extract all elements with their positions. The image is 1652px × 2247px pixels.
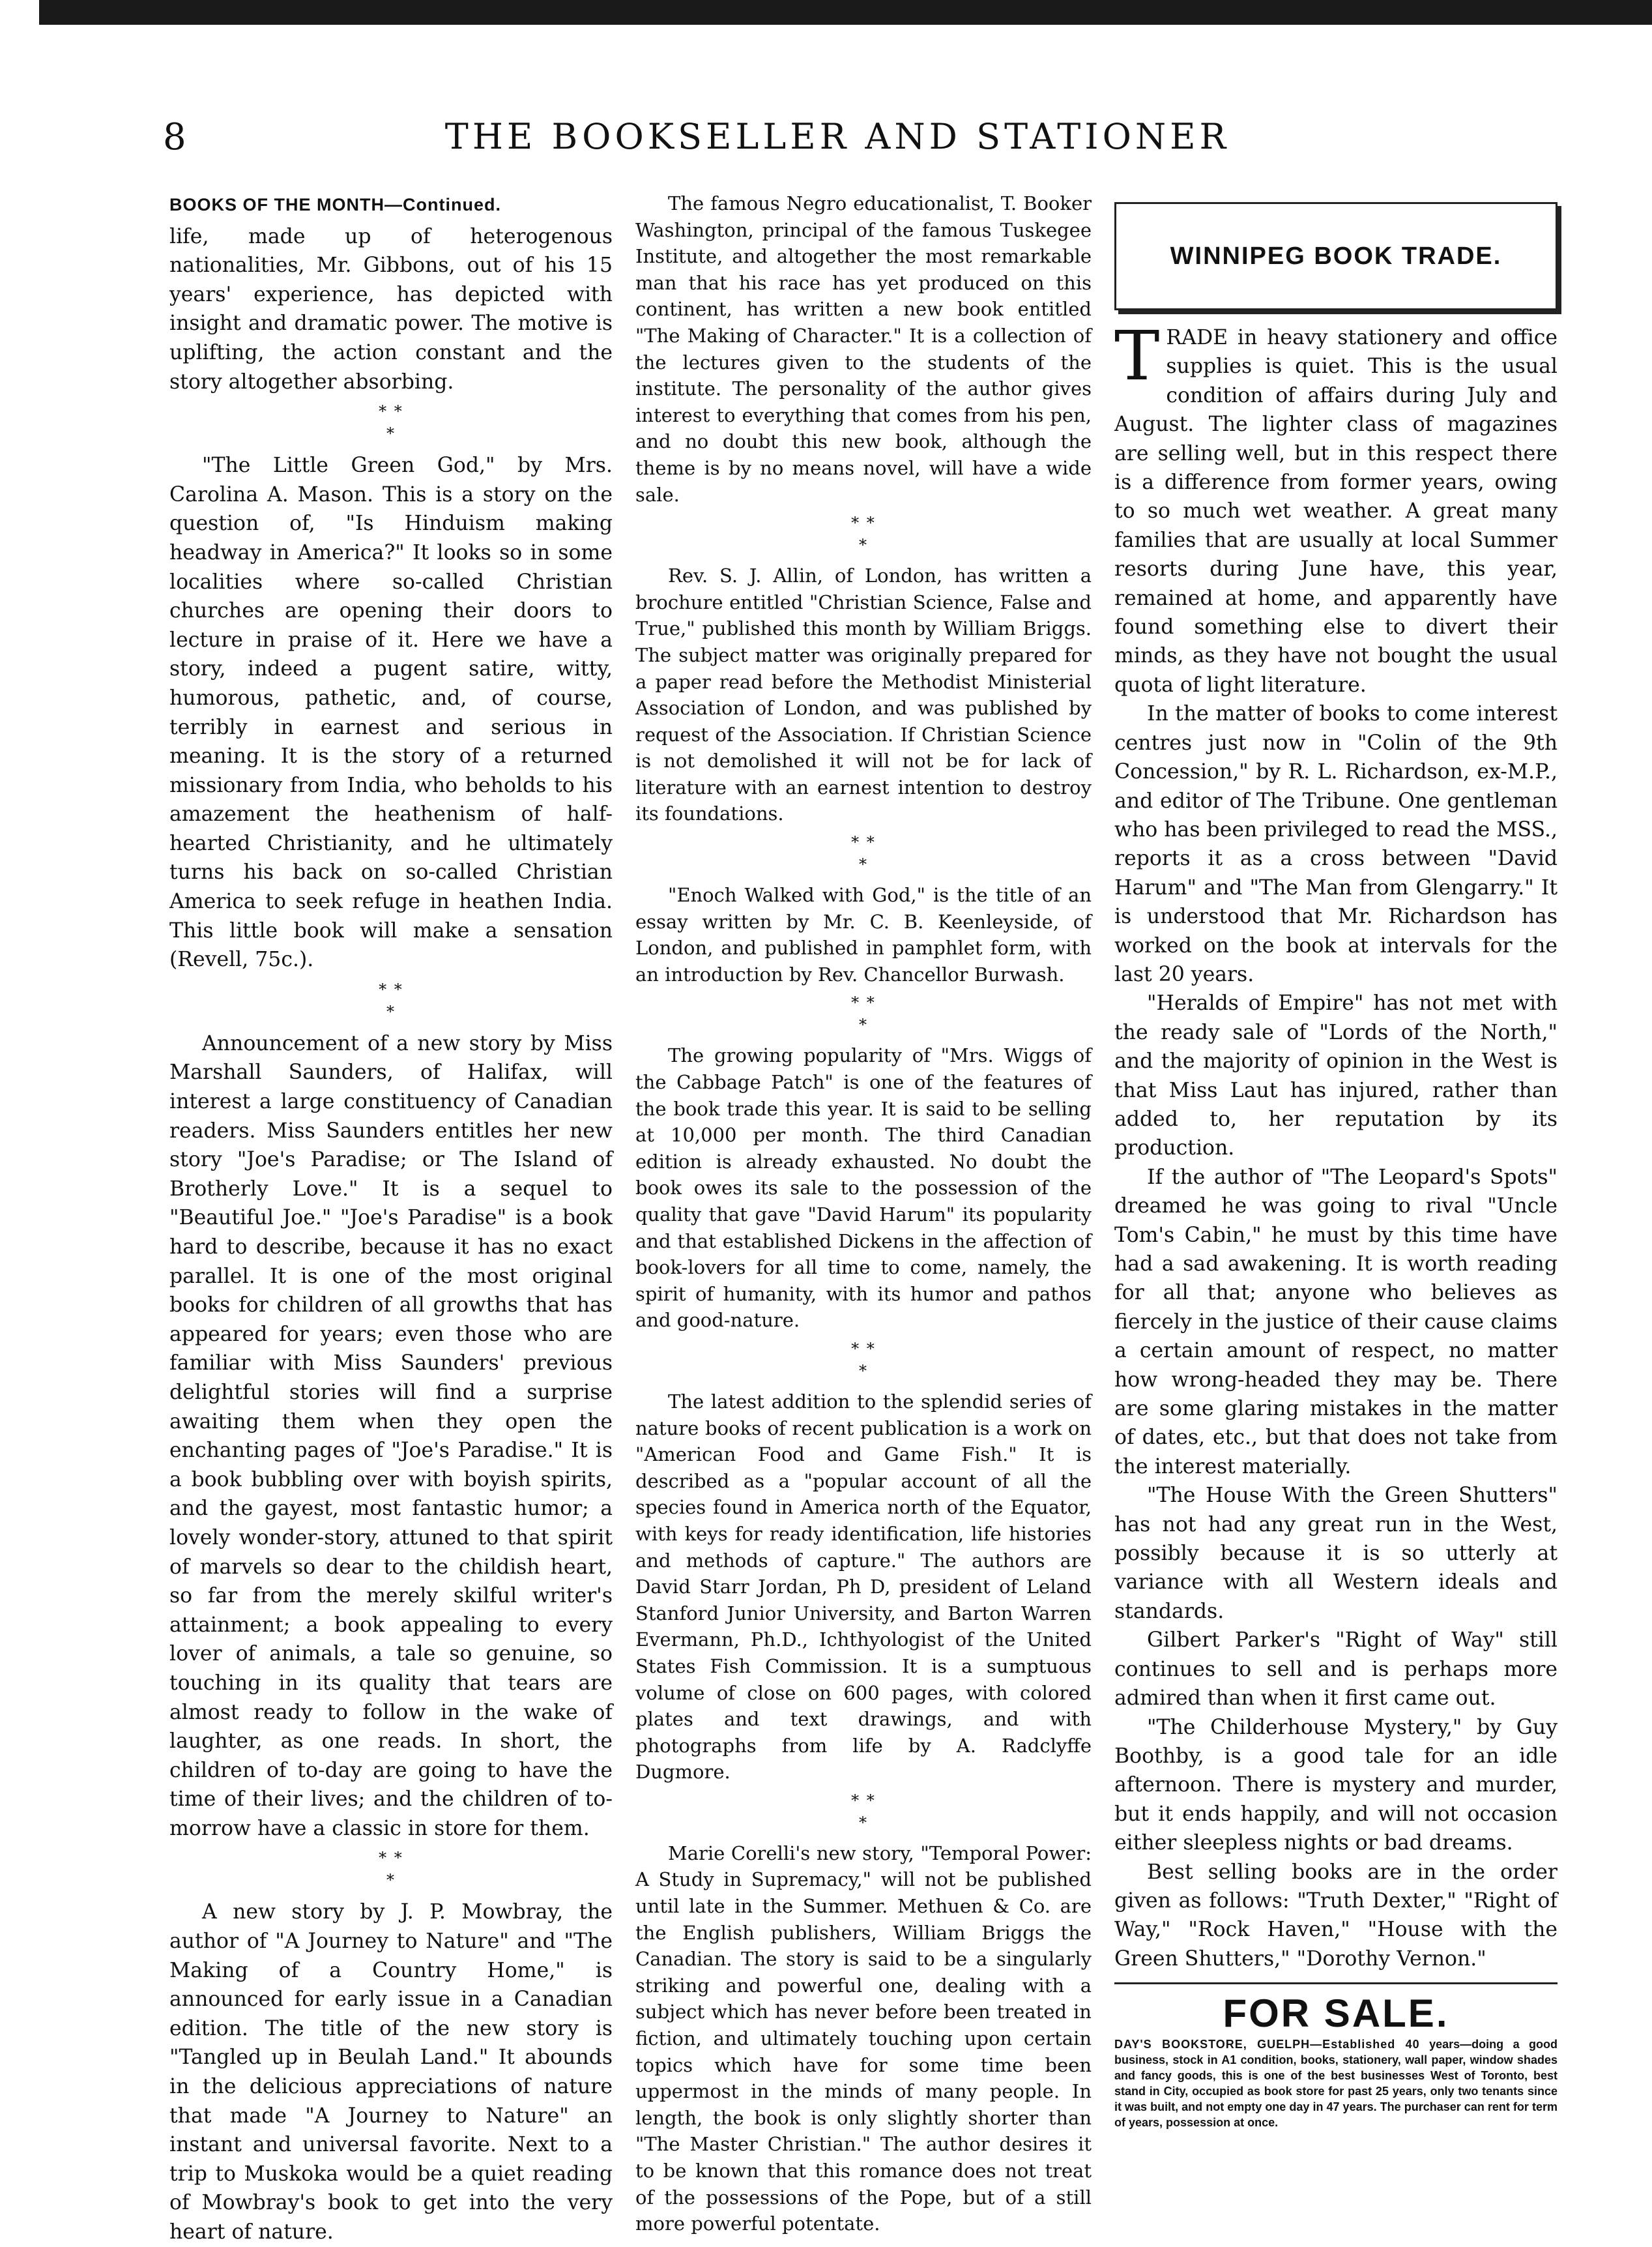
asterism-separator: * * * <box>851 514 876 555</box>
article-paragraph: "The House With the Green Shutters" has not had any great run in the West, possibly because it is so utterly at variance with all Western ideals and standards. <box>1114 1484 1558 1623</box>
article-paragraph: Gilbert Parker's "Right of Way" still continues to sell and is perhaps more admired than when it first came out. <box>1114 1628 1558 1711</box>
article-paragraph: The latest addition to the splendid series of nature books of recent publication is a work on "American Food and Game Fish." It is described as a "popular account of all the species found in America north of the Equator, with keys for ready identification, life histories and methods of capture." The authors are David Starr Jordan, Ph D, president of Leland Stanford Junior University, and Barton Warren Evermann, Ph.D., Ichthyologist of the United States Fish Commission. It is a sumptuous volume of close on 600 pages, with colored plates and text drawings, and with photographs from life by A. Radclyffe Dugmore. <box>635 1390 1092 1784</box>
article-paragraph: "Heralds of Empire" has not met with the ready sale of "Lords of the North," and the majority of opinion in the West is that Miss Laut has injured, rather than added to, her reputation by its production. <box>1114 991 1558 1160</box>
article-paragraph: In the matter of books to come interest centres just now in "Colin of the 9th Concession," by R. L. Richardson, ex-M.P., and editor of The Tribune. One gentleman who has been privileged to read the MSS., reports it as a cross between "David Harum" and "The Man from Glengarry." It is understood that Mr. Richardson has worked on the book at intervals for the last 20 years. <box>1114 702 1558 986</box>
article-paragraph: Marie Corelli's new story, "Temporal Power: A Study in Supremacy," will not be published until late in the Summer. Methuen & Co. are the English publishers, William Briggs the Canadian. The story is said to be a singularly striking and powerful one, dealing with a subject which has never before been treated in fiction, and ultimately touching upon certain topics which have for some time been uppermost in the minds of many people. In length, the book is only slightly shorter than "The Master Christian." The author desires it to be known that this romance does not treat of the possessions of the Pope, but of a still more powerful potentate. <box>635 1842 1092 2235</box>
article-paragraph: The growing popularity of "Mrs. Wiggs of the Cabbage Patch" is one of the features of the book trade this year. It is said to be selling at 10,000 per month. The third Canadian edition is already exhausted. No doubt the book owes its sale to the possession of the quality that gave "David Harum" its popularity and that established Dickens in the affection of book-lovers for all time to come, namely, the spirit of humanity, with its humor and pathos and good-nature. <box>635 1044 1092 1332</box>
article-paragraph: A new story by J. P. Mowbray, the author of "A Journey to Nature" and "The Making of a Country Home," is announced for early issue in a Canadian edition. The title of the new story is "Tangled up in Beulah Land." It abounds in the delicious appreciations of nature that made "A Journey to Nature" an instant and universal favorite. Next to a trip to Muskoka would be a quiet reading of Mowbray's book to get into the very heart of nature. <box>169 1900 613 2244</box>
section-continued-heading: BOOKS OF THE MONTH—Continued. <box>169 195 501 214</box>
for-sale-heading: FOR SALE. <box>1223 1991 1449 2036</box>
page-header <box>163 116 1512 168</box>
asterism-separator: * * * <box>379 402 403 443</box>
article-paragraph: The famous Negro educationalist, T. Booker Washington, principal of the famous Tuskegee Institute, and altogether the most remarkable man that his race has yet produced on this continent, has written a new book entitled "The Making of Character." It is a collection of the lectures given to the students of the institute. The personality of the author gives interest to everything that comes from his pen, and no doubt this new book, although the theme is by no means novel, will have a wide sale. <box>635 192 1092 506</box>
asterism-separator: * * * <box>379 1849 403 1890</box>
column-right <box>1114 202 1558 2130</box>
article-paragraph: "The Little Green God," by Mrs. Carolina A. Mason. This is a story on the question of, "Is Hinduism making headway in America?" It looks so in some localities where so-called Christian churches are opening their doors to lecture in praise of it. Here we have a story, indeed a pugent satire, witty, humorous, pathetic, and, of course, terribly in earnest and serious in meaning. It is the story of a returned missionary from India, who beholds to his amazement the heathenism of half-hearted Christianity, and he ultimately turns his back on so-called Christian America to seek refuge in heathen India. This little book will make a sensation (Revell, 75c.). <box>169 454 613 972</box>
article-paragraph: "The Childerhouse Mystery," by Guy Boothby, is a good tale for an idle afternoon. There is mystery and murder, but it ends happily, and will not occasion either sleepless nights or bad dreams. <box>1114 1715 1558 1855</box>
for-sale-divider <box>1114 1982 1558 1984</box>
for-sale-text: years—doing a good business, stock in A1 condition, books, stationery, wall paper, window shades and fancy goods, this is one of the best businesses West of Toronto, best stand in City, occupied as book store for past 25 years, only two tenants since it was built, and not empty one day in 47 years. The purchaser can rent for term of years, possession at once. <box>1114 2038 1558 2130</box>
publication-title: THE BOOKSELLER AND STATIONER <box>444 116 1230 157</box>
for-sale-lead: DAY'S BOOKSTORE, GUELPH—Established 40 <box>1114 2038 1420 2051</box>
top-border-rule <box>39 0 1652 25</box>
asterism-separator: * * * <box>851 1791 876 1832</box>
asterism-separator: * * * <box>851 1339 876 1380</box>
asterism-separator: * * * <box>851 993 876 1035</box>
section-title-box <box>1114 202 1558 310</box>
article-paragraph: Best selling books are in the order given as follows: "Truth Dexter," "Right of Way," "Rock Haven," "House with the Green Shutters," "Dorothy Vernon." <box>1114 1860 1558 1971</box>
asterism-separator: * * * <box>851 833 876 874</box>
article-paragraph: Rev. S. J. Allin, of London, has written a brochure entitled "Christian Science, False and True," published this month by William Briggs. The subject matter was originally prepared for a paper read before the Methodist Ministerial Association of London, and was published by request of the Association. If Christian Science is not demolished it will not be for lack of literature with an earnest intention to destroy its foundations. <box>635 565 1092 825</box>
article-paragraph: life, made up of heterogenous nationalities, Mr. Gibbons, out of his 15 years' experience, has depicted with insight and dramatic power. The motive is uplifting, the action constant and the story altogether absorbing. <box>169 224 613 394</box>
article-paragraph: Announcement of a new story by Miss Marshall Saunders, of Halifax, will interest a large constituency of Canadian readers. Miss Saunders entitles her new story "Joe's Paradise; or The Island of Brotherly Love." It is a sequel to "Beautiful Joe." "Joe's Paradise" is a book hard to describe, because it has no exact parallel. It is one of the most original books for children of all growths that has appeared for years; even those who are familiar with Miss Saunders' previous delightful stories will find a surprise awaiting them when they open the enchanting pages of "Joe's Paradise." It is a book bubbling over with boyish spirits, and the gayest, most fantastic humor; a lovely wonder-story, attuned to that spirit of marvels so dear to the childish heart, so far from the merely skilful writer's attainment; a book appealing to every lover of animals, a tale so genuine, so touching in its quality that tears are almost ready to follow in the wake of laughter, as one reads. In short, the children of to-day are going to have the time of their lives; and the children of to-morrow have a classic in store for them. <box>169 1031 613 1840</box>
section-title: WINNIPEG BOOK TRADE. <box>1170 242 1502 270</box>
asterism-separator: * * * <box>379 980 403 1021</box>
drop-cap-letter: T <box>1114 316 1160 396</box>
for-sale-advertisement <box>1114 2036 1558 2130</box>
page-number: 8 <box>163 116 186 158</box>
article-paragraph: If the author of "The Leopard's Spots" dreamed he was going to rival "Uncle Tom's Cabin," he must by this time have had a sad awakening. It is worth reading for all that; anyone who believes as fiercely in the justice of their cause claims a certain amount of respect, no matter how wrong-headed they may be. There are some glaring mistakes in the matter of dates, etc., but that does not take from the interest materially. <box>1114 1165 1558 1478</box>
article-paragraph-lead <box>1114 316 1558 699</box>
lead-paragraph-text: RADE in heavy stationery and office supplies is quiet. This is the usual condition of affairs during July and August. The lighter class of magazines are selling well, but in this respect there is a difference from former years, owing to so much wet weather. A great many families that are usually at local Summer resorts during June have, this year, remained at home, and apparently have found something else to divert their minds, as they have not bought the usual quota of light literature. <box>1114 326 1558 697</box>
article-paragraph: "Enoch Walked with God," is the title of an essay written by Mr. C. B. Keenleyside, of London, and published in pamphlet form, with an introduction by Rev. Chancellor Burwash. <box>635 884 1092 986</box>
column-left <box>169 190 613 2247</box>
column-middle <box>635 190 1092 2237</box>
